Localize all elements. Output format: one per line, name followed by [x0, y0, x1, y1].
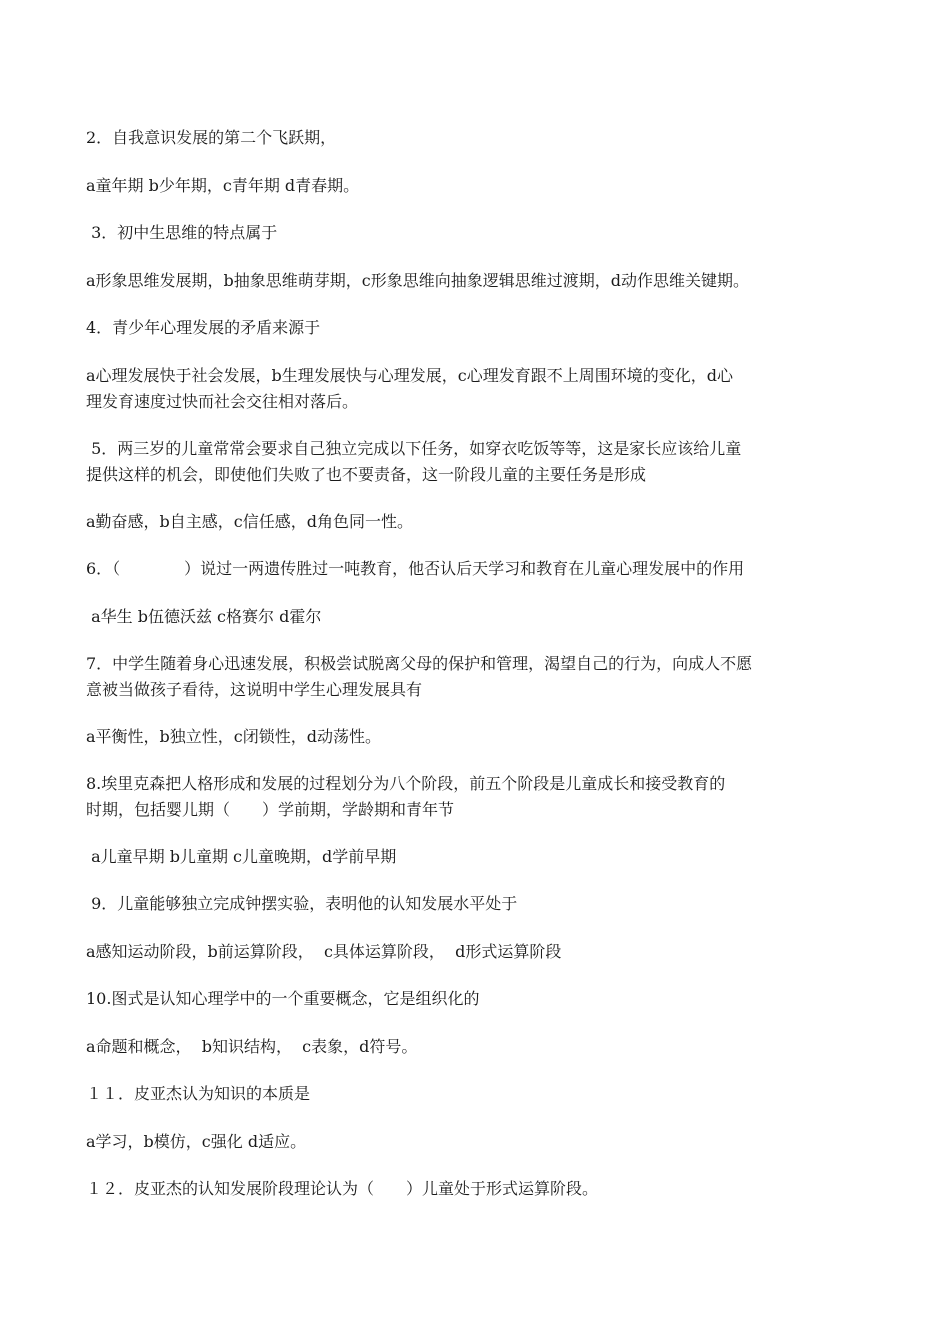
q2-stem: 2．自我意识发展的第二个飞跃期， [86, 128, 337, 147]
q4-stem: 4．青少年心理发展的矛盾来源于 [86, 318, 321, 337]
q11-options: a学习，b模仿，c强化 d适应。 [86, 1132, 307, 1151]
q5-stem-line2: 提供这样的机会，即使他们失败了也不要责备，这一阶段儿童的主要任务是形成 [86, 465, 647, 484]
q7-stem-line1: 7．中学生随着身心迅速发展，积极尝试脱离父母的保护和管理，渴望自己的行为，向成人不愿 [86, 654, 753, 673]
q8-stem-line2: 时期，包括婴儿期（ ）学前期，学龄期和青年节 [86, 800, 455, 819]
q2-options: a童年期 b少年期，c青年期 d青春期。 [86, 176, 360, 195]
q9-stem: 9．儿童能够独立完成钟摆实验，表明他的认知发展水平处于 [86, 894, 518, 913]
q8-stem-line1: 8.埃里克森把人格形成和发展的过程划分为八个阶段，前五个阶段是儿童成长和接受教育的 [86, 774, 726, 793]
q6-options: a华生 b伍德沃兹 c格赛尔 d霍尔 [86, 607, 322, 626]
q3-stem: 3．初中生思维的特点属于 [86, 223, 278, 242]
q7-options: a平衡性，b独立性，c闭锁性，d动荡性。 [86, 727, 381, 746]
q8-options: a儿童早期 b儿童期 c儿童晚期，d学前早期 [86, 847, 397, 866]
q12-stem: １２．皮亚杰的认知发展阶段理论认为（ ）儿童处于形式运算阶段。 [86, 1179, 599, 1198]
q9-options: a感知运动阶段，b前运算阶段， c具体运算阶段， d形式运算阶段 [86, 942, 562, 961]
q3-options: a形象思维发展期，b抽象思维萌芽期，c形象思维向抽象逻辑思维过渡期，d动作思维关键期。 [86, 271, 749, 290]
q11-stem: １１．皮亚杰认为知识的本质是 [86, 1084, 311, 1103]
q5-stem-line1: 5．两三岁的儿童常常会要求自己独立完成以下任务，如穿衣吃饭等等，这是家长应该给儿童 [86, 439, 742, 458]
q5-options: a勤奋感，b自主感，c信任感，d角色同一性。 [86, 512, 413, 531]
q4-options-line1: a心理发展快于社会发展，b生理发展快与心理发展，c心理发育跟不上周围环境的变化，d心 [86, 366, 733, 385]
q6-stem: 6．（ ）说过一两遗传胜过一吨教育，他否认后天学习和教育在儿童心理发展中的作用 [86, 559, 745, 578]
q7-stem-line2: 意被当做孩子看待，这说明中学生心理发展具有 [86, 680, 423, 699]
q10-stem: 10.图式是认知心理学中的一个重要概念，它是组织化的 [86, 989, 480, 1008]
q10-options: a命题和概念， b知识结构， c表象，d符号。 [86, 1037, 418, 1056]
q4-options-line2: 理发育速度过快而社会交往相对落后。 [86, 392, 359, 411]
